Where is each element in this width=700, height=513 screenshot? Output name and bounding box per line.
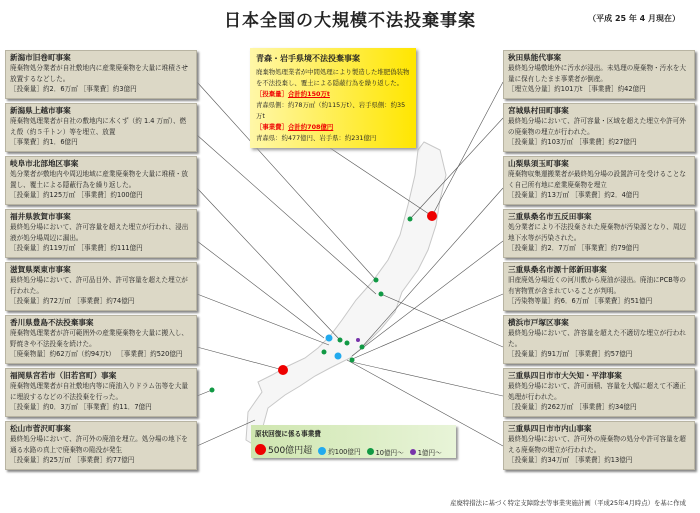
case-desc: 廃棄物収集運搬業者が最終処分場の設置許可を受けることなく自己所有地に産業廃棄物を埋立 — [508, 170, 687, 189]
case-box — [503, 103, 695, 152]
legend-item — [318, 446, 360, 456]
case-marker — [374, 278, 379, 283]
legend-item — [367, 447, 404, 457]
case-title: 三重県桑名市源十郎新田事案 — [508, 265, 607, 274]
case-amount: ［埋立処分量］約101万t ［事業費］約42億円 — [508, 85, 646, 93]
case-marker — [338, 338, 343, 343]
case-box — [5, 368, 197, 417]
case-box — [5, 156, 197, 205]
case-marker — [356, 338, 360, 342]
case-amount: ［投棄量］約119万㎥ ［事業費］約111億円 — [10, 244, 143, 252]
leader-line — [432, 82, 503, 216]
featured-desc: 廃棄物処理業者が中間処理により製造した堆肥偽装物を不法投棄し、覆土による隠蔽行為を繰り返した。 — [256, 68, 410, 87]
case-title: 新潟市旧巻町事案 — [10, 53, 71, 62]
cost-label: ［事業費］ — [256, 123, 288, 131]
case-box — [503, 262, 695, 311]
case-title: 滋賀県栗東市事案 — [10, 265, 71, 274]
case-box — [5, 103, 197, 152]
case-title: 三重県四日市市内山事案 — [508, 424, 592, 433]
case-box — [503, 421, 695, 470]
legend-label: 1億円～ — [417, 449, 442, 457]
amount-total: 合計約150万t — [287, 90, 330, 98]
cost-total: 合計約708億円 — [287, 123, 334, 131]
amount-detail: 青森県側：約78万㎥（約115万t）、岩手県側：約35万t — [256, 101, 406, 120]
leader-line — [197, 188, 340, 340]
case-box — [503, 209, 695, 258]
case-amount: ［投棄量］約13万㎥ ［事業費］約2．4億円 — [508, 191, 639, 199]
case-amount: ［投棄量］約125万㎥ ［事業費］約100億円 — [10, 191, 143, 199]
legend-label: 500億円超 — [268, 446, 313, 456]
case-box — [503, 50, 695, 99]
legend-dot-icon — [410, 449, 416, 455]
featured-case-box — [250, 48, 416, 148]
case-desc: 廃棄物処理業者が自社敷地内等に廃油入りドラム缶等を大量に埋設するなどの不法投棄を行った。 — [10, 382, 188, 401]
case-box — [5, 262, 197, 311]
case-title: 宮城県村田町事案 — [508, 106, 569, 115]
case-box — [5, 209, 197, 258]
case-desc: 処分業者が敷地内や周辺地域に産業廃棄物を大量に堆積・放置し、覆土による隠蔽行為を繰り返した。 — [10, 170, 189, 189]
case-box — [503, 315, 695, 364]
case-title: 新潟県上越市事案 — [10, 106, 71, 115]
case-marker — [335, 353, 342, 360]
case-desc: 廃棄物処理業者が自社の敷地内に木くず（約 1.4 万㎥）、燃え殻（約５千トン）等を埋立、放置 — [10, 117, 187, 136]
case-box — [5, 50, 197, 99]
case-desc: 廃棄物処理業者が許可範囲外の産業廃棄物を大量に搬入し、野焼きや不法投棄を続けた。 — [10, 329, 189, 348]
case-desc: 最終処分場敷地外に汚水が浸出。未処理の廃棄物・汚水を大量に保有したまま事業者が倒産。 — [508, 64, 687, 83]
japan-outline — [246, 142, 446, 446]
case-desc: 処分業者により不法投棄された廃棄物が汚染源となり、周辺地下水等が汚染された。 — [508, 223, 687, 242]
leader-line — [197, 135, 376, 294]
case-title: 三重県桑名市五反田事案 — [508, 212, 592, 221]
cost-detail: 青森県：約477億円、岩手県：約231億円 — [256, 134, 377, 142]
legend-item — [255, 443, 312, 456]
case-box — [503, 368, 695, 417]
case-desc: 最終処分場において、許可容量を超えた埋立が行われ、浸出液が処分場周辺に漏出。 — [10, 223, 189, 242]
case-title: 福井県敦賀市事案 — [10, 212, 71, 221]
case-title: 三重県四日市市大矢知・平津事案 — [508, 371, 622, 380]
case-box — [503, 156, 695, 205]
case-amount: ［投棄量］約2．6万㎥ ［事業費］約3億円 — [10, 85, 137, 93]
leader-line — [352, 362, 503, 396]
case-marker — [345, 341, 350, 346]
case-amount: ［投棄量］約103万㎥ ［事業費］約27億円 — [508, 138, 637, 146]
case-title: 松山市菅沢町事案 — [10, 424, 71, 433]
case-marker — [360, 345, 365, 350]
legend-label: 10億円～ — [375, 448, 404, 457]
legend-dot-icon — [318, 447, 326, 455]
case-amount: ［投棄量］約72万㎥ ［事業費］約74億円 — [10, 297, 135, 305]
case-desc: 最終処分場において、許可外の廃油を埋立。処分場の地下を通る水路の真上で廃棄物の陥没が発生 — [10, 435, 188, 454]
case-marker — [326, 335, 333, 342]
legend-label: 約100億円 — [328, 448, 361, 456]
date-label: （平成 25 年 4 月現在） — [588, 14, 680, 23]
case-title: 山梨県須玉町事案 — [508, 159, 569, 168]
case-amount: ［投棄量］約34万㎥ ［事業費］約13億円 — [508, 456, 633, 464]
leader-line — [197, 347, 283, 370]
case-desc: 最終処分場において、許可面積、容量を大幅に超えて不適正処理が行われた。 — [508, 382, 686, 401]
case-desc: 廃棄物処分業者が自社敷地内に産業廃棄物を大量に堆積させ放置するなどした。 — [10, 64, 189, 83]
case-marker — [210, 388, 215, 393]
case-amount: ［廃棄物量］約62万㎥（約94万t） ［事業費］約520億円 — [10, 350, 183, 358]
case-box — [5, 421, 197, 470]
case-amount: ［投棄量］約262万㎥ ［事業費］約34億円 — [508, 403, 637, 411]
case-title: 香川県豊島不法投棄事案 — [10, 318, 94, 327]
case-desc: 旧産廃処分場近くの河川敷から廃油が浸出。廃油にPCB等の有害物質が含まれていることが判明。 — [508, 276, 686, 295]
amount-label: ［投棄量］ — [256, 90, 288, 98]
case-amount: ［事業費］約1．6億円 — [10, 138, 78, 146]
case-desc: 最終処分場において、許可外の廃棄物の処分や許可容量を超える廃棄物の埋立が行われた。 — [508, 435, 686, 454]
featured-title: 青森・岩手県境不法投棄事案 — [256, 54, 360, 63]
case-amount: ［投棄量］約91万㎥ ［事業費］約57億円 — [508, 350, 633, 358]
case-title: 岐阜市北部地区事案 — [10, 159, 79, 168]
case-amount: ［投棄量］約2．7万㎥ ［事業費］約79億円 — [508, 244, 639, 252]
case-amount: ［投棄量］約0．3万㎥ ［事業費］約11．7億円 — [10, 403, 152, 411]
case-desc: 最終処分場において、許容量を超えた不適切な埋立が行われた。 — [508, 329, 686, 348]
case-marker — [379, 292, 384, 297]
legend-title: 原状回復に係る事業費 — [255, 430, 321, 438]
footer-note: 産廃特措法に基づく特定支障除去等事業実施計画（平成25年4月時点）を基に作成 — [450, 499, 686, 507]
legend — [251, 425, 456, 458]
case-desc: 最終処分場において、許可品目外、許可容量を超えた埋立が行われた。 — [10, 276, 188, 295]
case-marker — [322, 350, 327, 355]
leader-line — [197, 294, 329, 345]
page-title: 日本全国の大規模不法投棄事案 — [224, 11, 476, 31]
legend-dot-icon — [367, 448, 374, 455]
case-marker — [350, 358, 355, 363]
case-desc: 最終処分場において、許可容量・区域を超えた埋立や許可外の廃棄物の埋立が行われた。 — [508, 117, 686, 136]
case-title: 福岡県宮若市（旧若宮町）事案 — [10, 371, 117, 380]
legend-item — [410, 447, 442, 457]
case-amount: ［投棄量］約25万㎥ ［事業費］約77億円 — [10, 456, 135, 464]
case-box — [5, 315, 197, 364]
case-title: 横浜市戸塚区事案 — [508, 318, 569, 327]
case-title: 秋田県能代事案 — [508, 53, 562, 62]
case-marker — [408, 217, 413, 222]
legend-dot-icon — [255, 444, 266, 455]
case-marker — [427, 211, 437, 221]
case-amount: ［汚染物等量］約6．6万㎥ ［事業費］約51億円 — [508, 297, 653, 305]
case-marker — [278, 365, 288, 375]
